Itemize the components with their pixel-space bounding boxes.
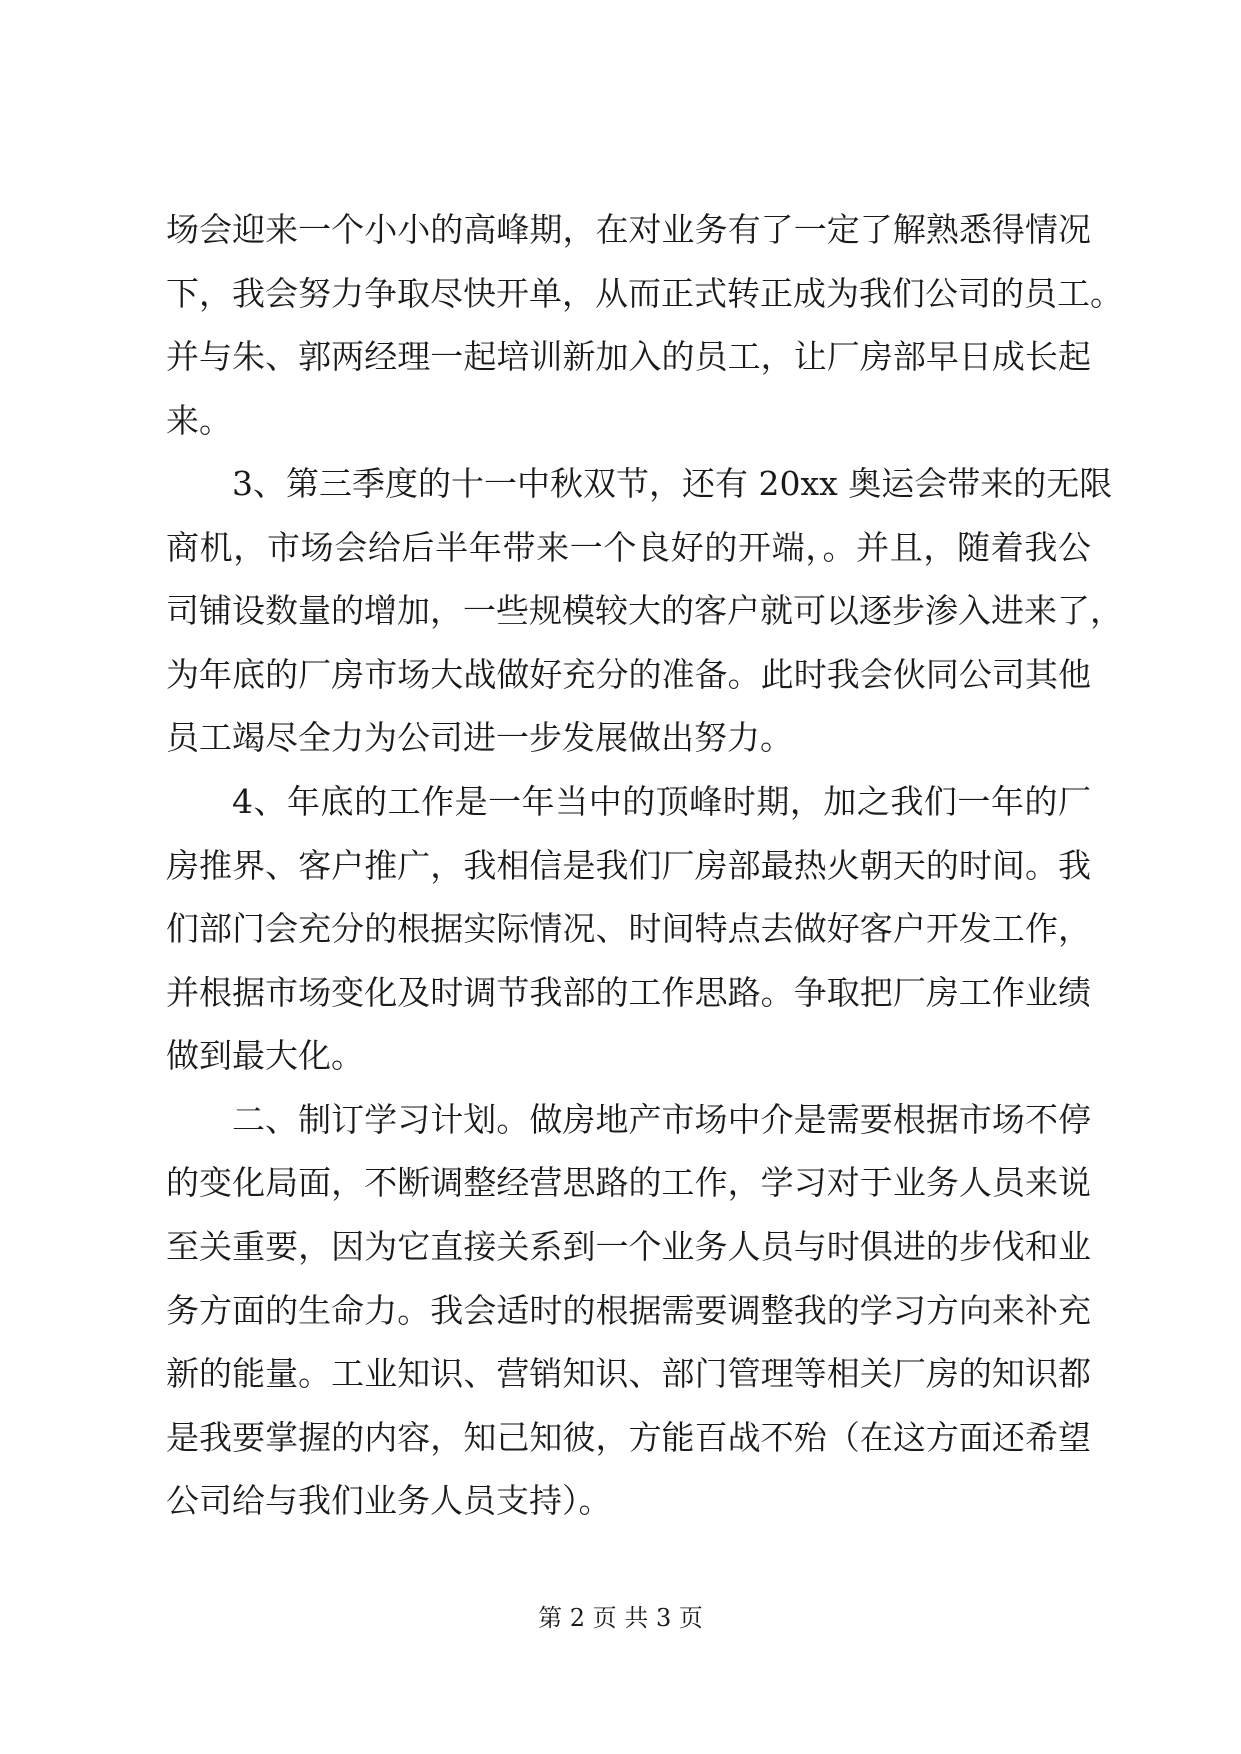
paragraph-line: 来。 bbox=[166, 401, 232, 440]
paragraph-line: 下，我会努力争取尽快开单，从而正式转正成为我们公司的员工。 bbox=[166, 274, 1123, 313]
paragraph-line: 员工竭尽全力为公司进一步发展做出努力。 bbox=[166, 718, 793, 757]
paragraph-line: 为年底的厂房市场大战做好充分的准备。此时我会伙同公司其他 bbox=[166, 655, 1091, 694]
paragraph-line: 商机，市场会给后半年带来一个良好的开端，。并且，随着我公 bbox=[166, 528, 1091, 567]
paragraph-line: 3、第三季度的十一中秋双节，还有 20xx 奥运会带来的无限 bbox=[232, 464, 1113, 503]
paragraph-line: 做到最大化。 bbox=[166, 1036, 364, 1075]
paragraph-line: 场会迎来一个小小的高峰期，在对业务有了一定了解熟悉得情况 bbox=[166, 210, 1091, 249]
paragraph-line: 司铺设数量的增加，一些规模较大的客户就可以逐步渗入进来了， bbox=[166, 591, 1123, 630]
paragraph-line: 们部门会充分的根据实际情况、时间特点去做好客户开发工作， bbox=[166, 909, 1091, 948]
page-number-footer: 第 2 页 共 3 页 bbox=[538, 1604, 703, 1632]
paragraph-line: 务方面的生命力。我会适时的根据需要调整我的学习方向来补充 bbox=[166, 1291, 1091, 1330]
paragraph-line: 二、制订学习计划。做房地产市场中介是需要根据市场不停 bbox=[232, 1100, 1091, 1139]
paragraph-line: 房推界、客户推广，我相信是我们厂房部最热火朝天的时间。我 bbox=[166, 846, 1091, 885]
paragraph-line: 至关重要，因为它直接关系到一个业务人员与时俱进的步伐和业 bbox=[166, 1227, 1091, 1266]
paragraph-line: 并根据市场变化及时调节我部的工作思路。争取把厂房工作业绩 bbox=[166, 973, 1091, 1012]
paragraph-line: 的变化局面，不断调整经营思路的工作，学习对于业务人员来说 bbox=[166, 1163, 1091, 1202]
paragraph-line: 4、年底的工作是一年当中的顶峰时期，加之我们一年的厂 bbox=[232, 782, 1091, 821]
paragraph-line: 并与朱、郭两经理一起培训新加入的员工，让厂房部早日成长起 bbox=[166, 337, 1091, 376]
paragraph-line: 是我要掌握的内容，知己知彼，方能百战不殆（在这方面还希望 bbox=[166, 1418, 1091, 1457]
paragraph-line: 新的能量。工业知识、营销知识、部门管理等相关厂房的知识都 bbox=[166, 1354, 1091, 1393]
paragraph-line: 公司给与我们业务人员支持）。 bbox=[166, 1481, 612, 1520]
